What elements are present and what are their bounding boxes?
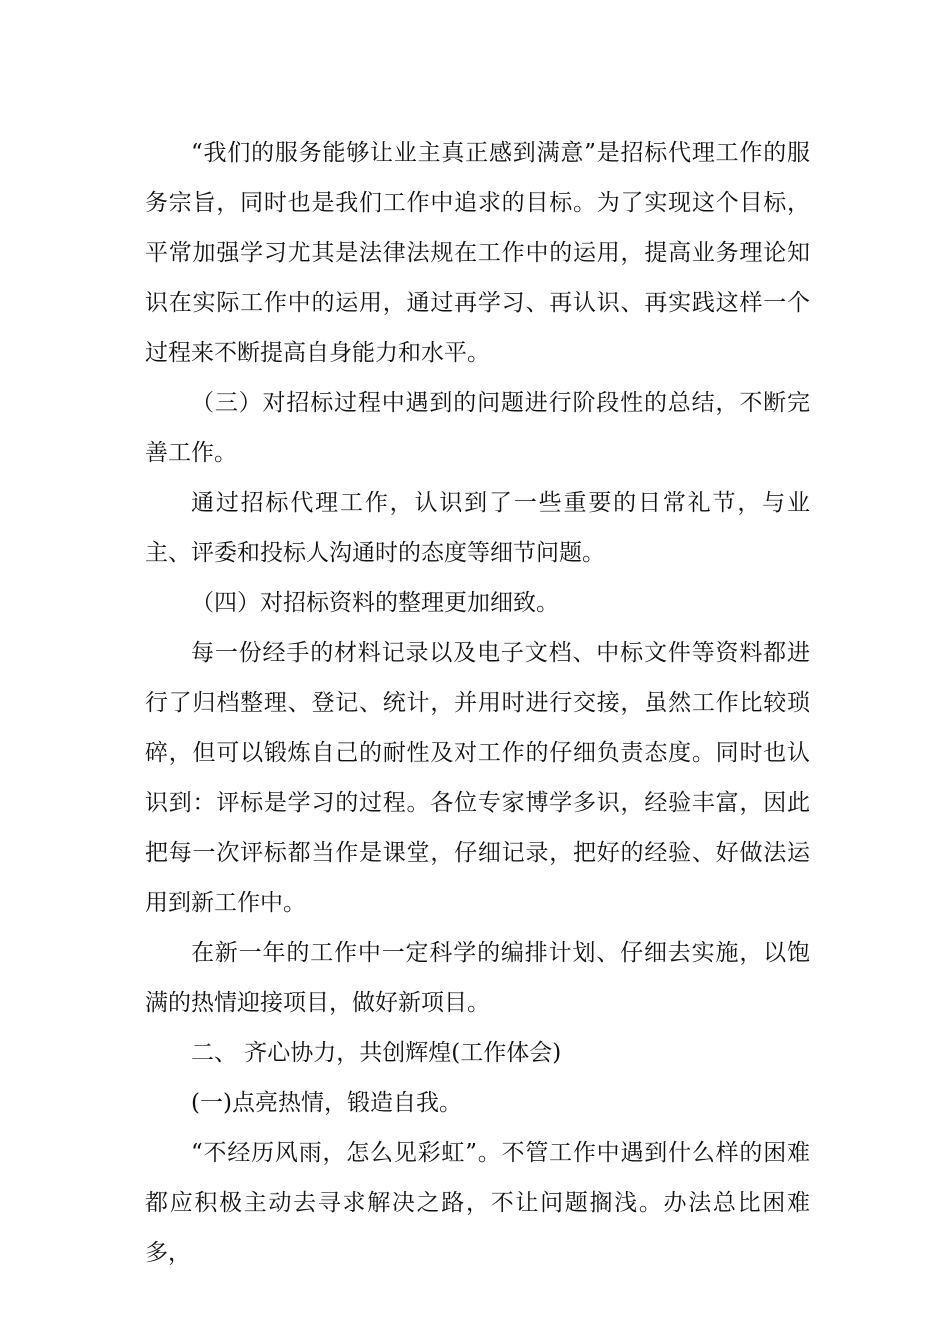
- paragraph-etiquette: 通过招标代理工作，认识到了一些重要的日常礼节，与业主、评委和投标人沟通时的态度等细节问题。: [145, 490, 810, 566]
- heading-section-two: 二、 齐心协力，共创辉煌(工作体会): [191, 1040, 562, 1066]
- paragraph-archiving: 每一份经手的材料记录以及电子文档、中标文件等资料都进行了归档整理、登记、统计，并用时进行交接，虽然工作比较琐碎，但可以锻炼自己的耐性及对工作的仔细负责态度。同时也认识到：评标是学习的过程。各位专家博学多识，经验丰富，因此把每一次评标都当作是课堂，仔细记录，把好的经验、好做法运用到新工作中。: [145, 640, 810, 916]
- paragraph-section-four-heading: （四）对招标资料的整理更加细致。: [191, 590, 559, 616]
- heading-subsection-one: (一)点亮热情，锻造自我。: [191, 1090, 462, 1116]
- document-body: [145, 128, 810, 1278]
- paragraph-section-three-heading: （三）对招标过程中遇到的问题进行阶段性的总结，不断完善工作。: [145, 390, 810, 466]
- paragraph-service-purpose: “我们的服务能够让业主真正感到满意”是招标代理工作的服务宗旨，同时也是我们工作中追求的目标。为了实现这个目标，平常加强学习尤其是法律法规在工作中的运用，提高业务理论知识在实际工作中的运用，通过再学习、再认识、再实践这样一个过程来不断提高自身能力和水平。: [145, 140, 810, 366]
- paragraph-new-year-plan: 在新一年的工作中一定科学的编排计划、仔细去实施，以饱满的热情迎接项目，做好新项目。: [145, 940, 810, 1016]
- paragraph-rainbow: “不经历风雨，怎么见彩虹”。不管工作中遇到什么样的困难都应积极主动去寻求解决之路，不让问题搁浅。办法总比困难多，: [145, 1140, 810, 1266]
